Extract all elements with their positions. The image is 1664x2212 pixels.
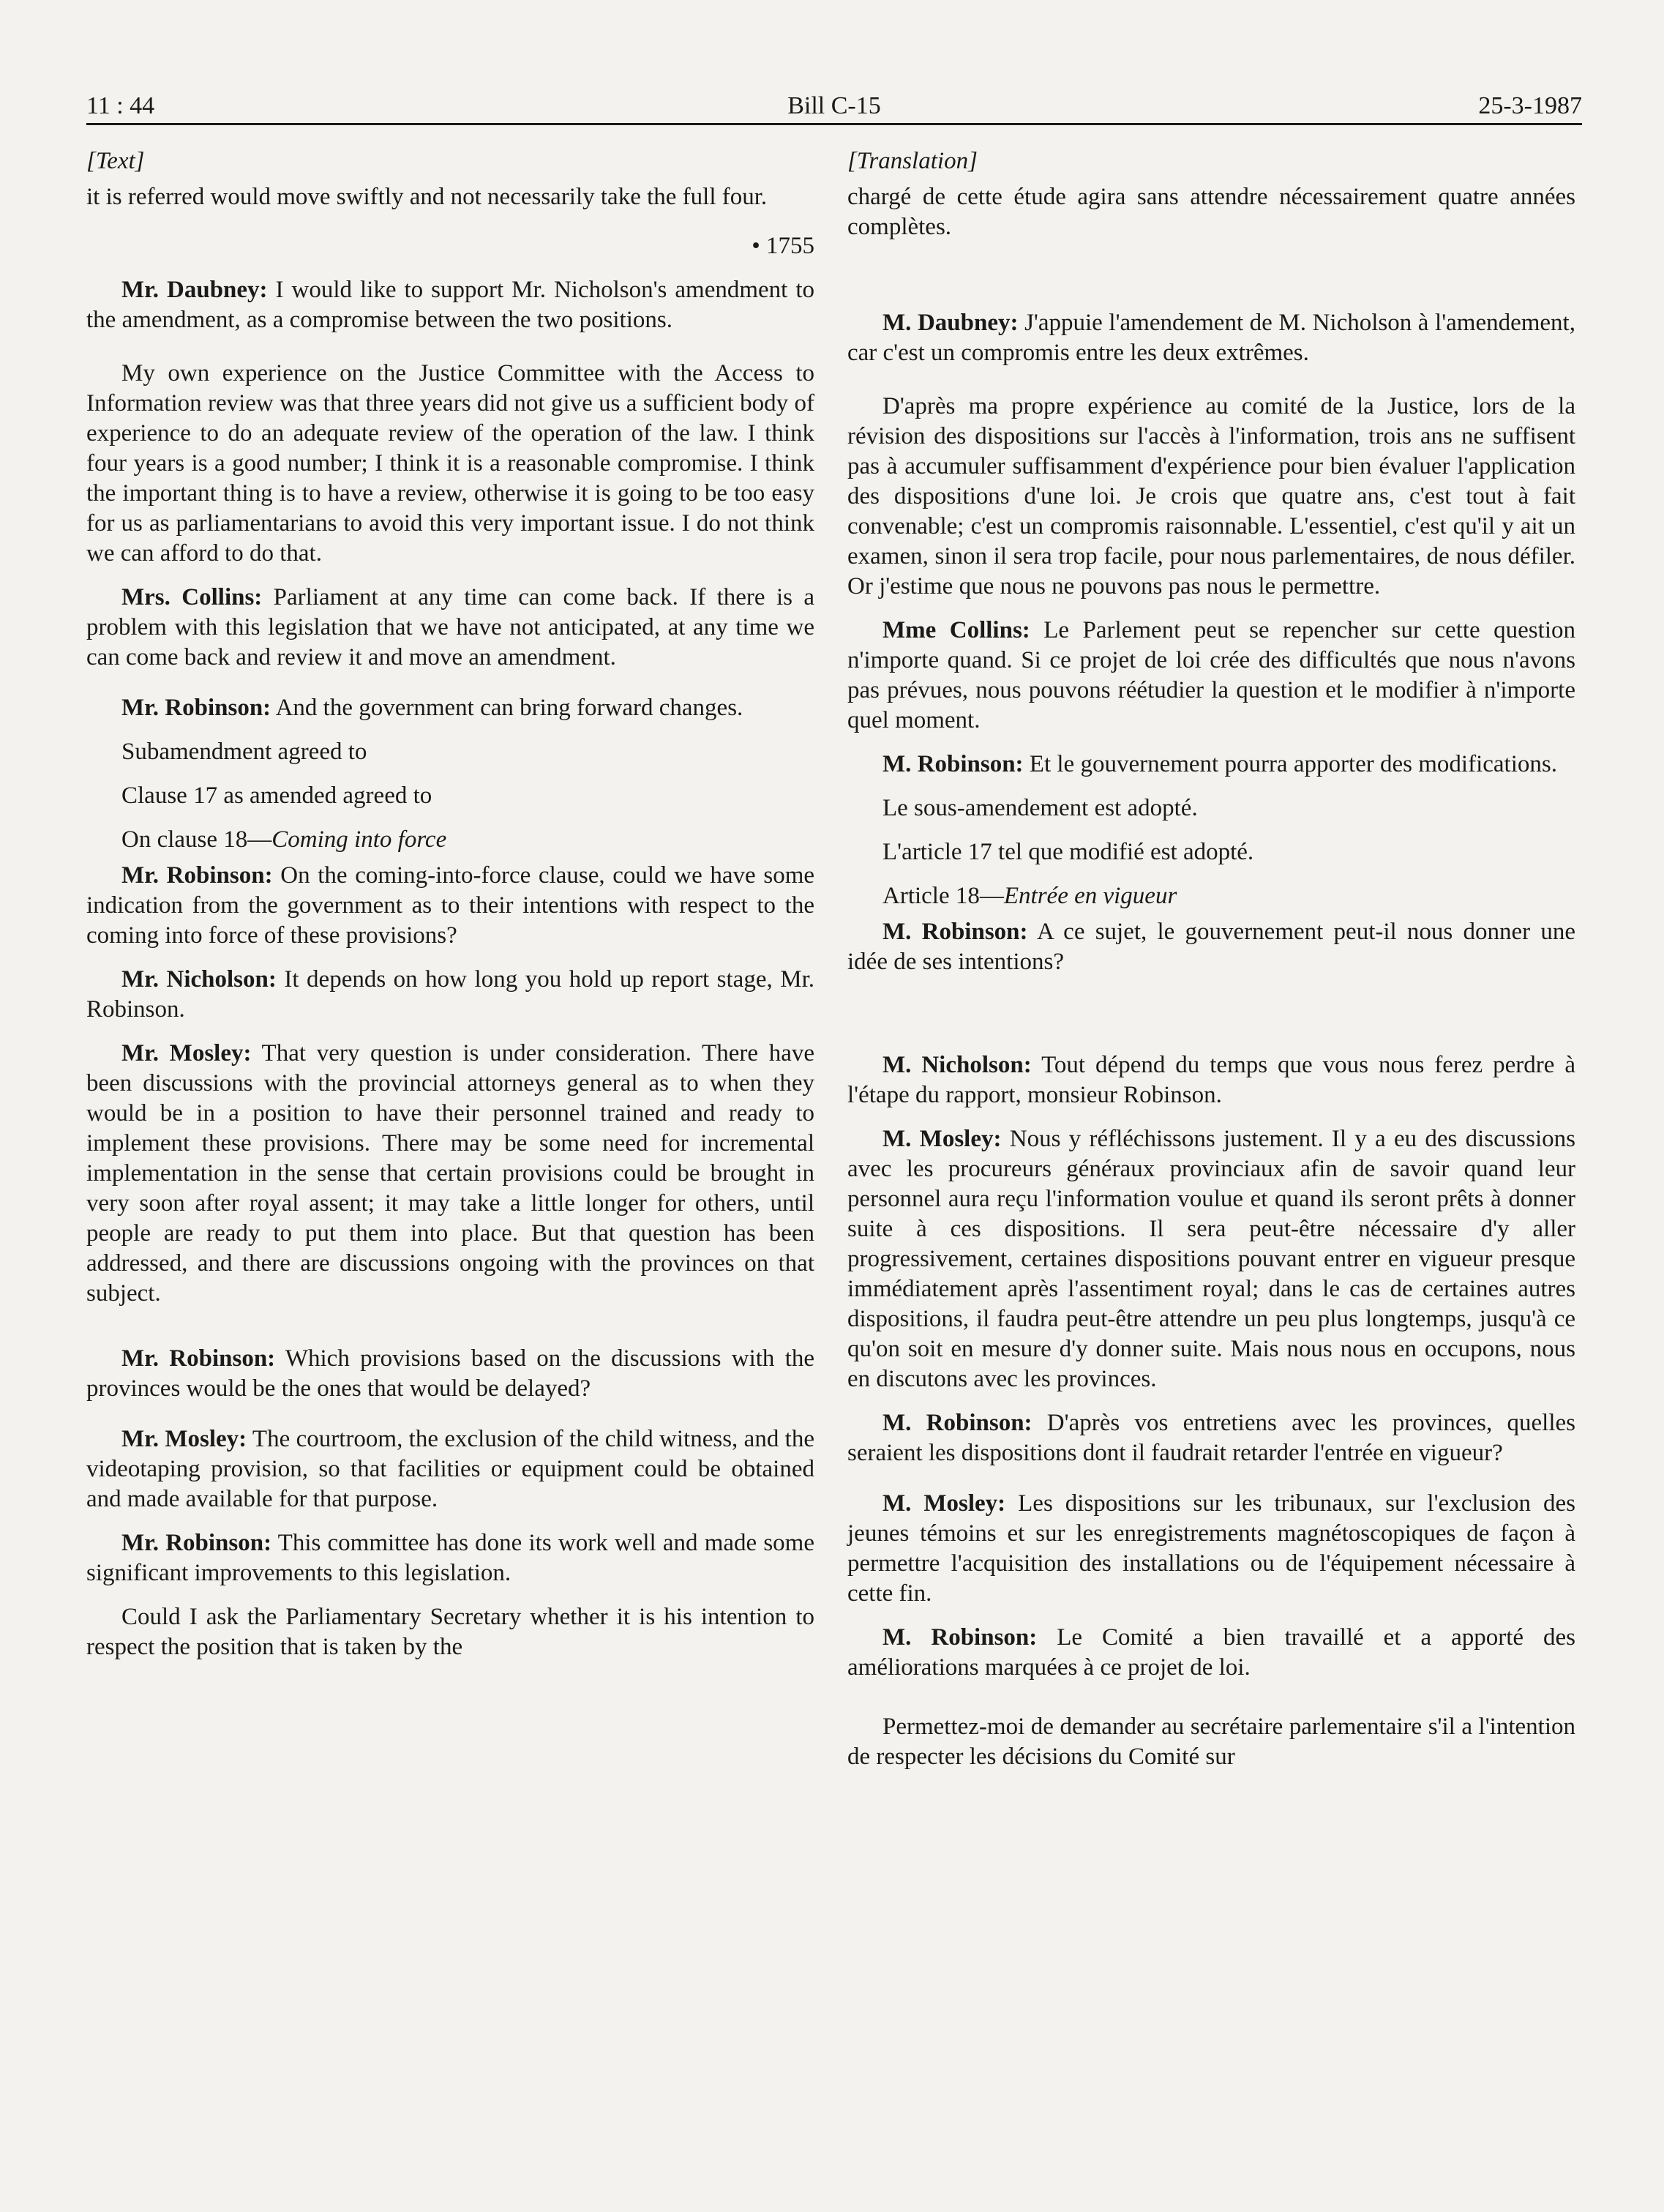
speaker-name: Mr. Robinson: [121, 695, 271, 721]
speaker-name: M. Robinson: [882, 919, 1028, 945]
paragraph: Could I ask the Parliamentary Secretary whether it is his intention to respect the position that is taken by the [86, 1604, 814, 1660]
speech-text: Parliament at any time can come back. If there is a problem with this legislation that we have not anticipated, at any time we can come back and review it and move an amendment. [86, 584, 814, 670]
speech-text: D'après vos entretiens avec les provinces, quelles seraient les dispositions dont il faudrait retarder l'entrée en vigueur? [847, 1410, 1575, 1466]
speech [86, 1344, 814, 1404]
speech [86, 275, 814, 335]
motion-result: Subamendment agreed to [121, 739, 367, 765]
speech [86, 583, 814, 673]
speech [847, 917, 1575, 977]
speaker-name: M. Robinson: [882, 751, 1024, 777]
english-column [86, 146, 814, 1676]
speech-text: Le Comité a bien travaillé et a apporté des améliorations marquées à ce projet de loi. [847, 1624, 1575, 1681]
speaker-name: M. Robinson: [882, 1410, 1032, 1436]
speaker-name: Mme Collins: [882, 617, 1030, 643]
speech-text: A ce sujet, le gouvernement peut-il nous donner une idée de ses intentions? [847, 919, 1575, 975]
paragraph: D'après ma propre expérience au comité de la Justice, lors de la révision des dispositions sur l'accès à l'information, trois ans ne suffisent pas à accumuler suffisamment d'expérience pour bien évaluer l'application des dispositions d'une loi. Je crois que quatre ans, c'est tout à fait convenable; c'est un compromis raisonnable. L'essentiel, c'est qu'il y ait un examen, sinon il sera trop facile, pour nous parlementaires, de nous défiler. Or j'estime que nous ne pouvons pas nous le permettre. [847, 393, 1575, 599]
speaker-name: M. Mosley: [882, 1126, 1002, 1152]
speaker-name: Mr. Mosley: [121, 1040, 252, 1066]
speech-text: It depends on how long you hold up report stage, Mr. Robinson. [86, 966, 814, 1023]
speaker-name: Mr. Daubney: [121, 277, 268, 303]
speaker-name: Mr. Robinson: [121, 1345, 276, 1372]
speech [847, 1124, 1575, 1394]
page-date: 25-3-1987 [1478, 92, 1582, 119]
paragraph: it is referred would move swiftly and not necessarily take the full four. [86, 184, 768, 210]
clause-prefix: On clause 18— [121, 826, 272, 853]
motion-result: L'article 17 tel que modifié est adopté. [882, 839, 1254, 865]
speech [847, 750, 1575, 780]
motion-result: Clause 17 as amended agreed to [121, 782, 432, 809]
page-header [86, 82, 1582, 125]
speaker-name: Mr. Robinson: [121, 862, 273, 889]
speaker-name: M. Robinson: [882, 1624, 1038, 1651]
bill-title: Bill C-15 [787, 92, 881, 119]
clause-heading [847, 881, 1575, 911]
speech-text: Nous y réfléchissons justement. Il y a eu des discussions avec les procureurs généraux provinciaux afin de savoir quand leur personnel aura reçu l'information voulue et quand ils seront prêts à donner suite à ces dispositions. Il sera peut-être nécessaire d'y aller progressivement, certaines dispositions pouvant entrer en vigueur presque immédiatement après l'assentiment royal; dans le cas de certaines autres dispositions, il faudra peut-être attendre un peu plus longtemps, jusqu'à ce qu'on soit en mesure d'y donner suite. Mais nous nous en occupons, nous en discutons avec les provinces. [847, 1126, 1575, 1392]
speech-text: Which provisions based on the discussions with the provinces would be the ones that would be delayed? [86, 1345, 815, 1402]
speech [86, 693, 814, 723]
speech [86, 1039, 814, 1309]
speech-text: Le Parlement peut se repencher sur cette question n'importe quand. Si ce projet de loi crée des difficultés que nous n'avons pas prévues, nous pouvons réétudier la question et le modifier à n'importe quel moment. [847, 617, 1575, 733]
page-number: 11 : 44 [86, 92, 155, 119]
french-column [847, 146, 1575, 1786]
speech [847, 1623, 1575, 1683]
speaker-name: M. Daubney: [882, 310, 1019, 336]
speaker-name: M. Mosley: [882, 1490, 1006, 1517]
speech [847, 616, 1575, 736]
time-marker: • 1755 [752, 233, 814, 259]
speech-text: And the government can bring forward changes. [271, 695, 743, 721]
speech [86, 1528, 814, 1588]
clause-title: Entrée en vigueur [1003, 883, 1177, 909]
speech [847, 1408, 1575, 1468]
speech [86, 965, 814, 1025]
speaker-name: Mr. Nicholson: [121, 966, 277, 993]
paragraph: Permettez-moi de demander au secrétaire parlementaire s'il a l'intention de respecter les décisions du Comité sur [847, 1714, 1575, 1770]
speaker-name: M. Nicholson: [882, 1052, 1032, 1078]
speaker-name: Mr. Mosley: [121, 1426, 247, 1452]
speech-text: J'appuie l'amendement de M. Nicholson à l'amendement, car c'est un compromis entre les deux extrêmes. [847, 310, 1575, 366]
speech [86, 861, 814, 951]
speech-text: Tout dépend du temps que vous nous ferez perdre à l'étape du rapport, monsieur Robinson. [847, 1052, 1576, 1108]
speech-text: The courtroom, the exclusion of the child witness, and the videotaping provision, so that facilities or equipment could be obtained and made available for that purpose. [86, 1426, 814, 1512]
speech [86, 1424, 814, 1514]
speech-text: This committee has done its work well and made some significant improvements to this legislation. [86, 1530, 815, 1586]
speech [847, 308, 1575, 368]
speaker-name: Mr. Robinson: [121, 1530, 272, 1556]
speech-text: I would like to support Mr. Nicholson's amendment to the amendment, as a compromise between the two positions. [86, 277, 814, 333]
speech-text: That very question is under consideration. There have been discussions with the provincial attorneys general as to when they would be in a position to have their personnel trained and ready to implement these provisions. There may be some need for incremental implementation in the sense that certain provisions could be brought in very soon after royal assent; it may take a little longer for others, until people are ready to put them into place. But that question has been addressed, and there are discussions ongoing with the provinces on that subject. [86, 1040, 814, 1307]
clause-heading [86, 825, 814, 855]
speech [847, 1489, 1575, 1609]
motion-result: Le sous-amendement est adopté. [882, 795, 1198, 821]
speech-text: Les dispositions sur les tribunaux, sur l'exclusion des jeunes témoins et sur les enregistrements magnétoscopiques de façon à permettre l'acquisition des installations ou de l'équipement nécessaire à cette fin. [847, 1490, 1575, 1607]
column-label: [Text] [86, 148, 145, 174]
paragraph: chargé de cette étude agira sans attendre nécessairement quatre années complètes. [847, 184, 1575, 240]
speech-text: Et le gouvernement pourra apporter des modifications. [1023, 751, 1557, 777]
clause-title: Coming into force [271, 826, 447, 853]
speech-text: On the coming-into-force clause, could we have some indication from the government as to their intentions with respect to the coming into force of these provisions? [86, 862, 815, 949]
paragraph: My own experience on the Justice Committee with the Access to Information review was that three years did not give us a sufficient body of experience to do an adequate review of the operation of the law. I think four years is a good number; I think it is a reasonable compromise. I think the important thing is to have a review, otherwise it is going to be too easy for us as parliamentarians to avoid this very important issue. I do not think we can afford to do that. [86, 360, 814, 567]
speech [847, 1050, 1575, 1110]
speaker-name: Mrs. Collins: [121, 584, 263, 610]
column-label: [Translation] [847, 148, 978, 174]
clause-prefix: Article 18— [882, 883, 1004, 909]
